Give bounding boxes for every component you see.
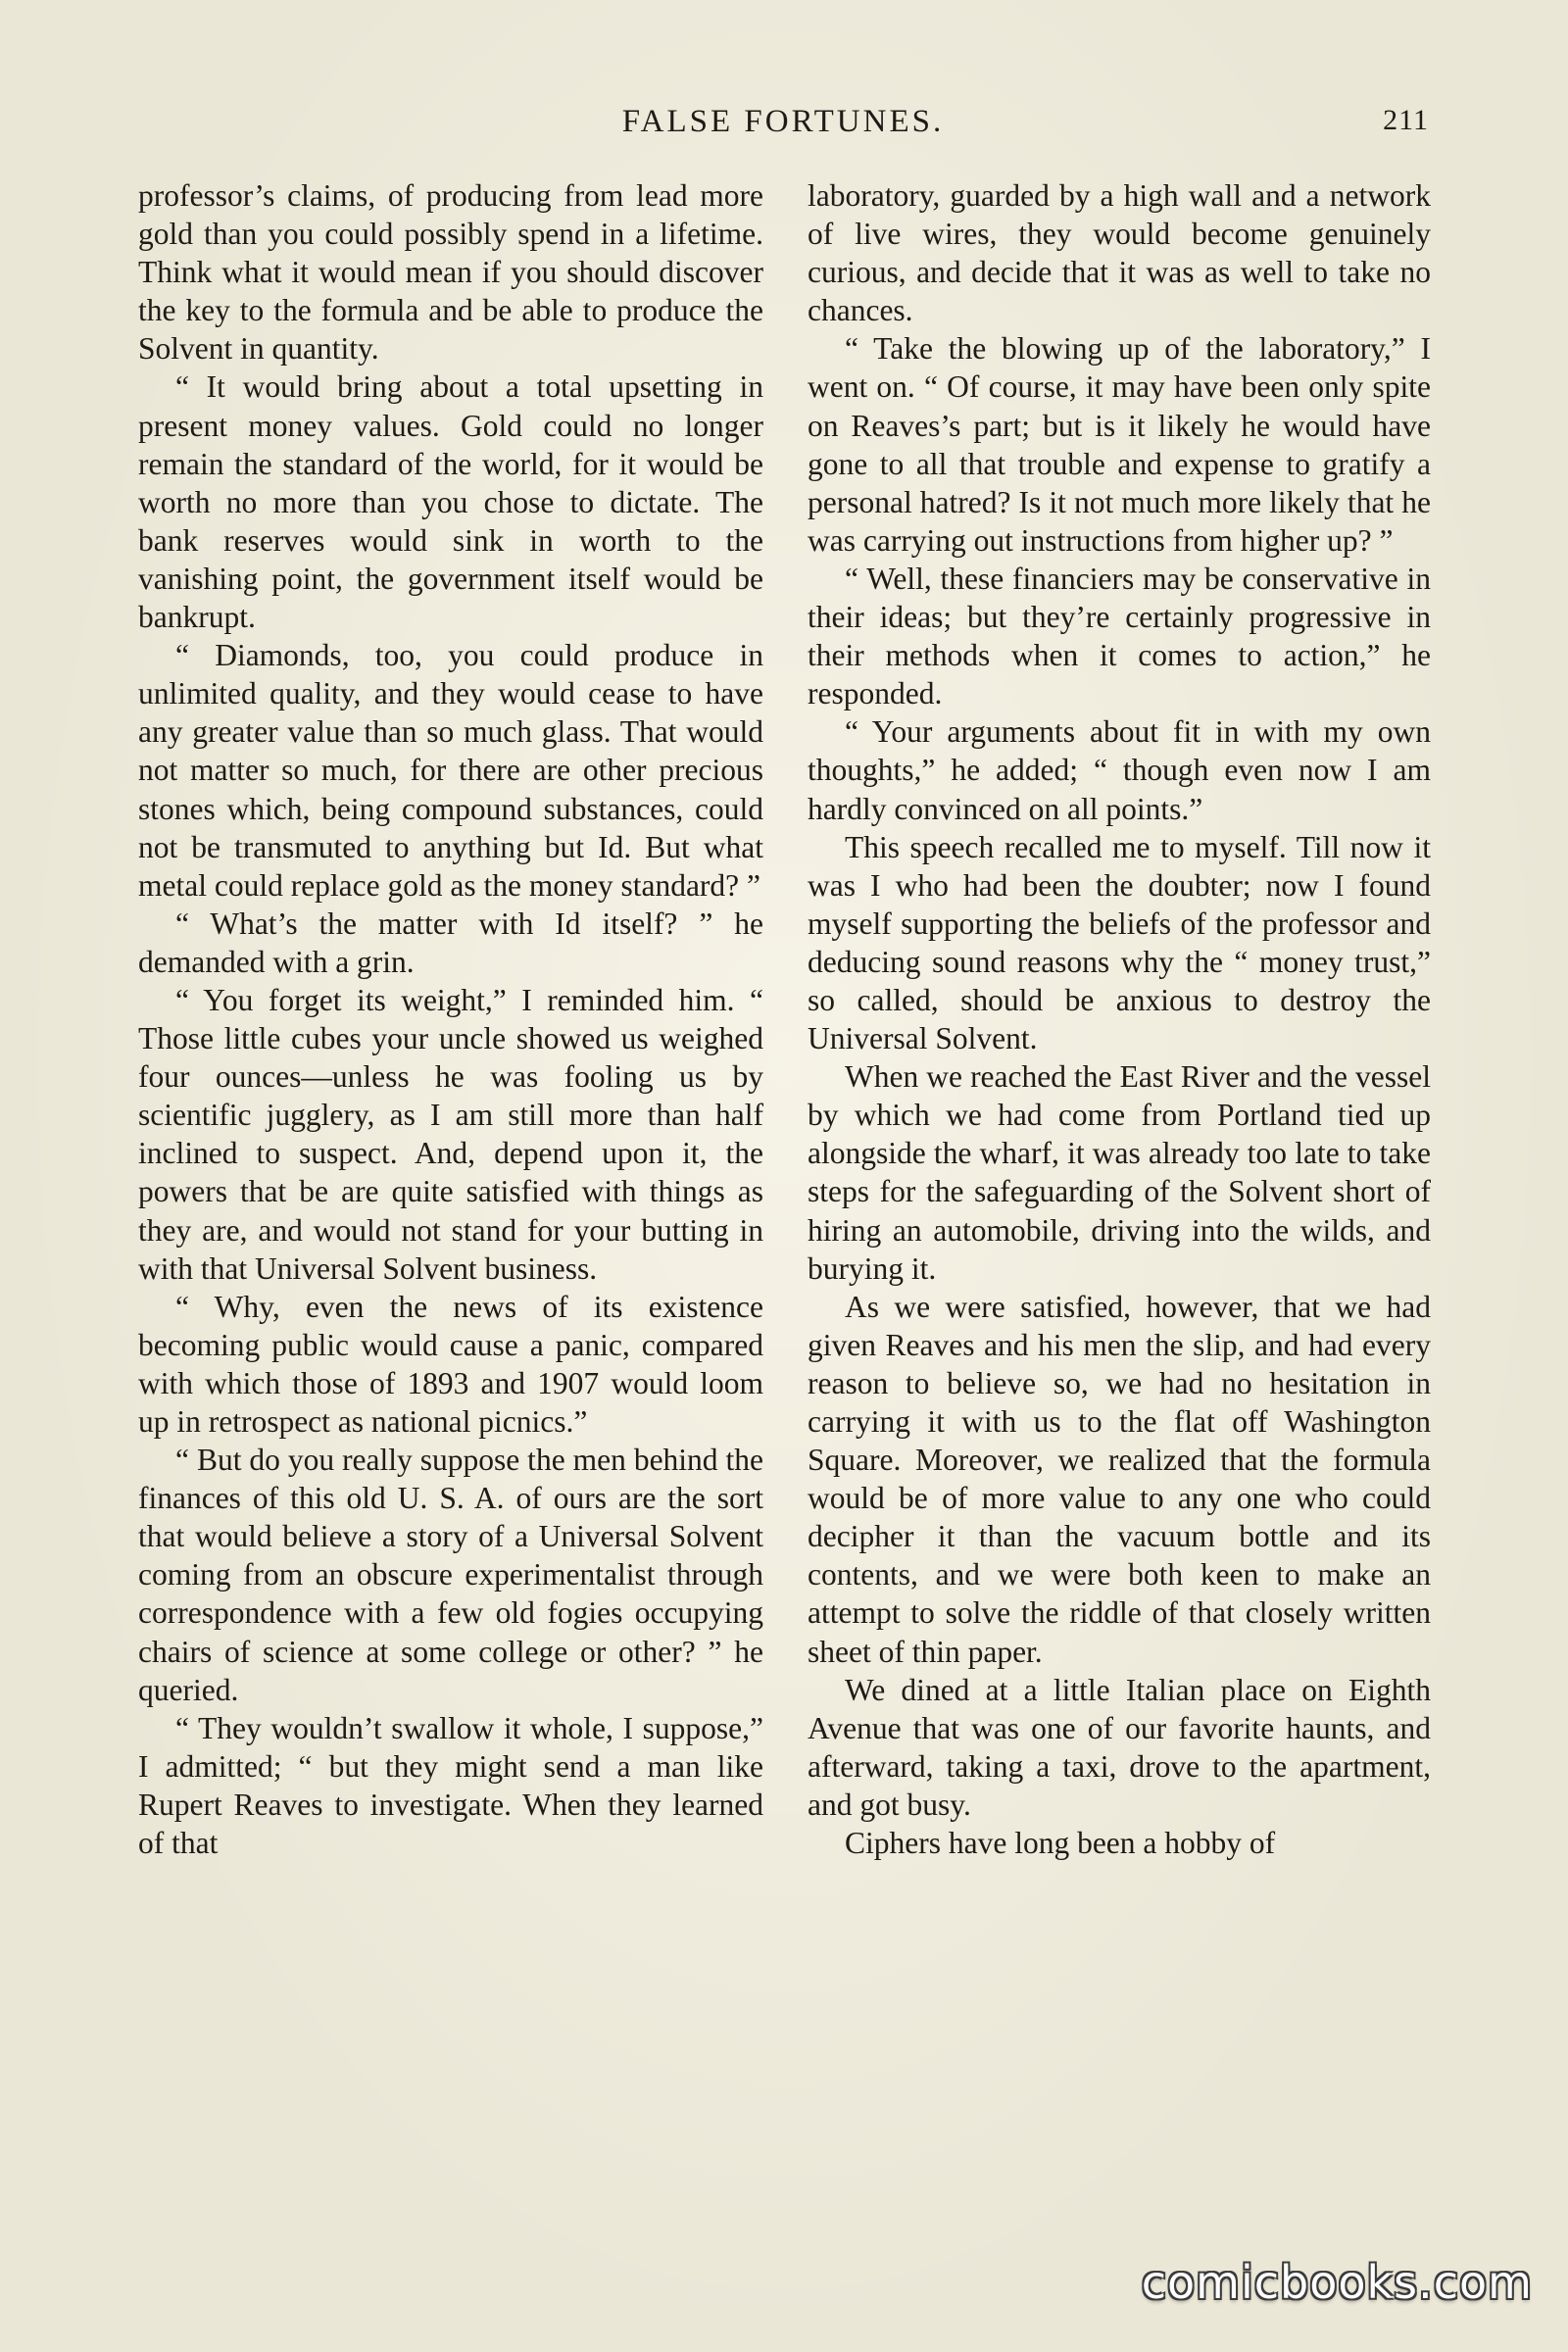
paragraph: “ What’s the matter with Id itself? ” he demanded with a grin. xyxy=(138,906,763,979)
paragraph: “ Diamonds, too, you could produce in unlimited quality, and they would cease to have any greater value than so much glass. That would not matter so much, for there are other precious stones which, being compound substances, could not be transmuted to anything but Id. But what metal could replace gold as the money standard? ” xyxy=(138,638,763,903)
paragraph: “ Well, these financiers may be conservative in their ideas; but they’re certainly progressive in their methods when it comes to action,” he responded. xyxy=(808,561,1431,711)
paragraph: When we reached the East River and the vessel by which we had come from Portland tied up alongside the wharf, it was already too late to take steps for the safeguarding of the Solvent short of hiring an automobile, driving into the wilds, and burying it. xyxy=(808,1059,1431,1286)
paragraph: professor’s claims, of producing from lead more gold than you could possibly spend in a lifetime. Think what it would mean if you should discover the key to the formula and be able to produce the Solvent in quantity. xyxy=(138,178,763,367)
paragraph: As we were satisfied, however, that we had given Reaves and his men the slip, and had every reason to believe so, we had no hesitation in carrying it with us to the flat off Washington Square. Moreover, we realized that the formula would be of more value to any one who could decipher it than the vacuum bottle and its contents, and we were both keen to make an attempt to solve the riddle of that closely written sheet of thin paper. xyxy=(808,1289,1431,1669)
right-column xyxy=(808,176,1431,1862)
running-title: FALSE FORTUNES. xyxy=(621,104,945,139)
paragraph: This speech recalled me to myself. Till now it was I who had been the doubter; now I found myself supporting the beliefs of the professor and deducing sound reasons why the “ money trust,” so called, should be anxious to destroy the Universal Solvent. xyxy=(808,829,1431,1056)
paragraph: Ciphers have long been a hobby of xyxy=(845,1826,1276,1861)
paragraph: “ Your arguments about fit in with my own thoughts,” he added; “ though even now I am hardly convinced on all points.” xyxy=(808,714,1431,826)
paragraph: We dined at a little Italian place on Eighth Avenue that was one of our favorite haunts, and afterward, taking a taxi, drove to the apartment, and got busy. xyxy=(808,1672,1431,1822)
paragraph: laboratory, guarded by a high wall and a network of live wires, they would become genuinely curious, and decide that it was as well to take no chances. xyxy=(808,178,1431,328)
paragraph: “ It would bring about a total upsetting in present money values. Gold could no longer remain the standard of the world, for it would be worth no more than you chose to dictate. The bank reserves would sink in worth to the vanishing point, the government itself would be bankrupt. xyxy=(138,369,763,635)
paragraph: “ Why, even the news of its existence becoming public would cause a panic, compared with which those of 1893 and 1907 would loom up in retrospect as national picnics.” xyxy=(138,1289,763,1439)
paragraph: “ They wouldn’t swallow it whole, I suppose,” I admitted; “ but they might send a man like Rupert Reaves to investigate. When they learned of that xyxy=(138,1710,763,1861)
page-header xyxy=(137,98,1429,157)
page-number: 211 xyxy=(1383,104,1429,136)
site-watermark: comicbooks.com xyxy=(1141,2256,1533,2309)
left-column xyxy=(138,176,763,1862)
paragraph: “ You forget its weight,” I reminded him. “ Those little cubes your uncle showed us weighed four ounces—unless he was fooling us by scientific jugglery, as I am still more than half inclined to suspect. And, depend upon it, the powers that be are quite satisfied with things as they are, and would not stand for your butting in with that Universal Solvent business. xyxy=(138,982,763,1286)
paragraph: “ But do you really suppose the men behind the finances of this old U. S. A. of ours are the sort that would believe a story of a Universal Solvent coming from an obscure experimentalist through correspondence with a few old fogies occupying chairs of science at some college or other? ” he queried. xyxy=(138,1443,763,1707)
paragraph: “ Take the blowing up of the laboratory,” I went on. “ Of course, it may have been only spite on Reaves’s part; but is it likely he would have gone to all that trouble and expense to gratify a personal hatred? Is it not much more likely that he was carrying out instructions from higher up? ” xyxy=(808,331,1431,558)
